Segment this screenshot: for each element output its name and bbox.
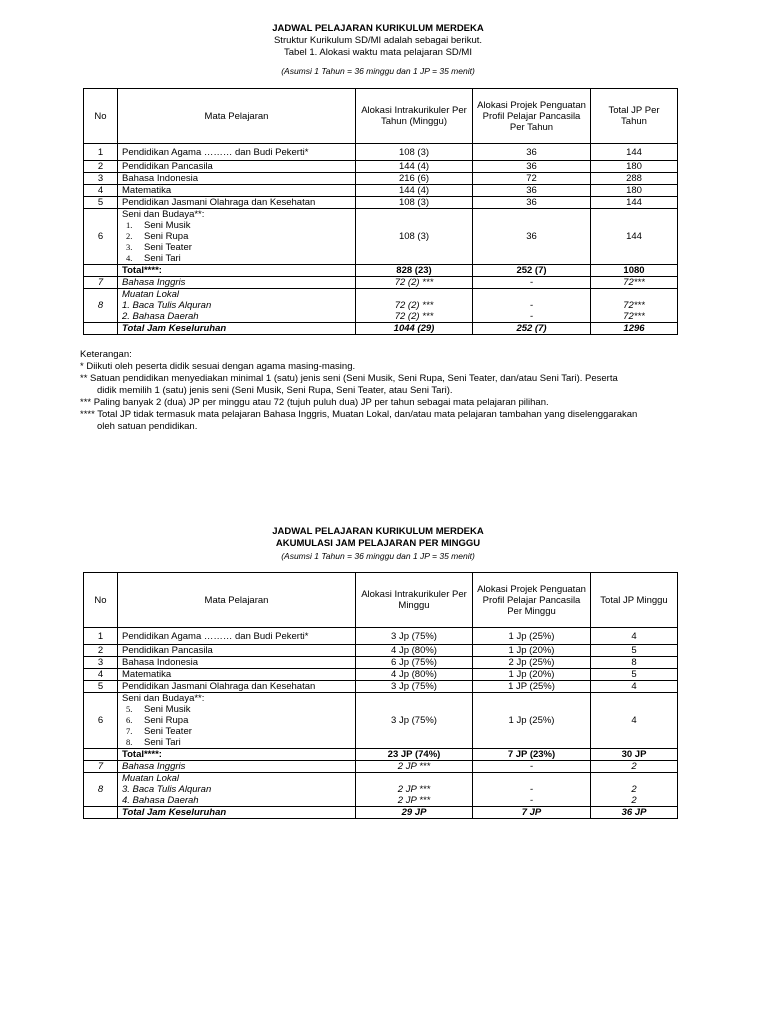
header-total: Total JP Per Tahun — [591, 89, 678, 144]
table-row — [84, 681, 678, 693]
cell-total: 4 — [591, 693, 678, 749]
cell-no: 4 — [84, 669, 118, 681]
cell-intra: 3 Jp (75%) — [356, 628, 473, 645]
mulok-item: 4. Bahasa Daerah — [122, 795, 199, 806]
table-row — [84, 628, 678, 645]
cell-no: 8 — [84, 289, 118, 323]
total-label: Total****: — [118, 265, 356, 277]
table2 — [83, 572, 678, 819]
cell-subject — [118, 693, 356, 749]
cell-subject: Pendidikan Agama ……… dan Budi Pekerti* — [118, 628, 356, 645]
header-subject: Mata Pelajaran — [118, 573, 356, 628]
grand-total-intra: 1044 (29) — [356, 323, 473, 335]
table1-subtitle-2: Tabel 1. Alokasi waktu mata pelajaran SD/MI — [284, 47, 472, 58]
seni-item: 8. Seni Tari — [126, 737, 181, 748]
seni-item: 6. Seni Rupa — [126, 715, 189, 726]
cell-intra: 72 (2) *** 72 (2) *** — [356, 289, 473, 323]
notes-heading: Keterangan: — [80, 349, 132, 360]
mulok-item: 2. Bahasa Daerah — [122, 311, 199, 322]
cell-projek: 2 Jp (25%) — [473, 657, 591, 669]
cell-total: 72*** 72*** — [591, 289, 678, 323]
table-row-mulok — [84, 773, 678, 807]
seni-item: 3. Seni Teater — [126, 242, 192, 253]
table-row-total — [84, 265, 678, 277]
cell-subject: Bahasa Indonesia — [118, 657, 356, 669]
cell-intra: 6 Jp (75%) — [356, 657, 473, 669]
seni-heading: Seni dan Budaya**: — [122, 209, 205, 220]
total-label: Total****: — [118, 749, 356, 761]
cell-projek: - — [473, 761, 591, 773]
cell-projek: 36 — [473, 197, 591, 209]
notes — [80, 349, 676, 433]
cell-total: 144 — [591, 209, 678, 265]
total-projek: 7 JP (23%) — [473, 749, 591, 761]
cell-intra: 144 (4) — [356, 185, 473, 197]
table-row-mulok — [84, 289, 678, 323]
table-row — [84, 185, 678, 197]
table-row — [84, 761, 678, 773]
cell-no: 7 — [84, 761, 118, 773]
seni-item: 1. Seni Musik — [126, 220, 191, 231]
mulok-heading: Muatan Lokal — [122, 773, 180, 784]
header-subject: Mata Pelajaran — [118, 89, 356, 144]
cell-no: 2 — [84, 161, 118, 173]
cell-no: 5 — [84, 197, 118, 209]
grand-total-total: 1296 — [591, 323, 678, 335]
cell-subject: Pendidikan Pancasila — [118, 645, 356, 657]
cell-no: 1 — [84, 628, 118, 645]
cell-total: 4 — [591, 628, 678, 645]
cell-projek: - — [473, 277, 591, 289]
cell-total: 72*** — [591, 277, 678, 289]
cell-total: 288 — [591, 173, 678, 185]
table-header-row — [84, 573, 678, 628]
cell-intra: 4 Jp (80%) — [356, 669, 473, 681]
table-row-seni — [84, 209, 678, 265]
cell-subject: Bahasa Inggris — [118, 761, 356, 773]
cell-projek: - - — [473, 289, 591, 323]
table-row-seni — [84, 693, 678, 749]
table1 — [83, 88, 678, 335]
grand-total-projek: 252 (7) — [473, 323, 591, 335]
table1-title-block — [80, 23, 676, 77]
cell-subject: Matematika — [118, 669, 356, 681]
cell-total: 180 — [591, 161, 678, 173]
cell-no: 6 — [84, 209, 118, 265]
header-intra: Alokasi Intrakurikuler Per Minggu — [356, 573, 473, 628]
cell-no: 8 — [84, 773, 118, 807]
total-intra: 828 (23) — [356, 265, 473, 277]
note-2: ** Satuan pendidikan menyediakan minimal 1 (satu) jenis seni (Seni Musik, Seni Rupa, Seni Teater, dan/atau Seni Tari). Peserta — [80, 373, 618, 384]
mulok-heading: Muatan Lokal — [122, 289, 180, 300]
seni-item: 5. Seni Musik — [126, 704, 191, 715]
cell-projek: 36 — [473, 185, 591, 197]
cell-intra: 2 JP *** — [356, 761, 473, 773]
table-row — [84, 657, 678, 669]
cell-intra: 108 (3) — [356, 197, 473, 209]
cell-subject: Pendidikan Agama ……… dan Budi Pekerti* — [118, 144, 356, 161]
table-row — [84, 144, 678, 161]
table-row — [84, 277, 678, 289]
table1-assumption: (Asumsi 1 Tahun = 36 minggu dan 1 JP = 35 menit) — [281, 66, 475, 76]
grand-total-label: Total Jam Keseluruhan — [118, 807, 356, 819]
table-row-grand-total — [84, 323, 678, 335]
note-1: * Diikuti oleh peserta didik sesuai dengan agama masing-masing. — [80, 361, 356, 372]
cell-projek: 1 Jp (25%) — [473, 628, 591, 645]
cell-total: 144 — [591, 144, 678, 161]
seni-item: 2. Seni Rupa — [126, 231, 189, 242]
table1-title: JADWAL PELAJARAN KURIKULUM MERDEKA — [272, 23, 484, 34]
cell-no: 1 — [84, 144, 118, 161]
cell-no: 6 — [84, 693, 118, 749]
cell-intra: 108 (3) — [356, 209, 473, 265]
cell-intra: 72 (2) *** — [356, 277, 473, 289]
table-row — [84, 173, 678, 185]
note-2-cont: didik memilih 1 (satu) jenis seni (Seni Musik, Seni Rupa, Seni Teater, atau Seni Tari). — [97, 385, 453, 396]
grand-total-intra: 29 JP — [356, 807, 473, 819]
cell-intra: 4 Jp (80%) — [356, 645, 473, 657]
cell-total: 4 — [591, 681, 678, 693]
table2-subtitle: AKUMULASI JAM PELAJARAN PER MINGGU — [275, 538, 481, 549]
cell-no: 7 — [84, 277, 118, 289]
cell-subject — [118, 773, 356, 807]
table-row — [84, 197, 678, 209]
cell-intra: 144 (4) — [356, 161, 473, 173]
cell-projek: - - — [473, 773, 591, 807]
cell-subject — [118, 209, 356, 265]
cell-projek: 1 JP (25%) — [473, 681, 591, 693]
cell-no: 5 — [84, 681, 118, 693]
cell-projek: 72 — [473, 173, 591, 185]
cell-subject: Bahasa Indonesia — [118, 173, 356, 185]
table-row-total — [84, 749, 678, 761]
header-projek: Alokasi Projek Penguatan Profil Pelajar Pancasila Per Tahun — [473, 89, 591, 144]
table-row — [84, 161, 678, 173]
cell-projek: 36 — [473, 209, 591, 265]
table-row-grand-total — [84, 807, 678, 819]
cell-total: 144 — [591, 197, 678, 209]
note-4: **** Total JP tidak termasuk mata pelajaran Bahasa Inggris, Muatan Lokal, dan/atau mata pelajaran tambahan yang diselenggarakan — [80, 409, 638, 420]
cell-subject: Pendidikan Jasmani Olahraga dan Kesehatan — [118, 681, 356, 693]
cell-subject: Bahasa Inggris — [118, 277, 356, 289]
cell-intra: 2 JP *** 2 JP *** — [356, 773, 473, 807]
seni-item: 7. Seni Teater — [126, 726, 192, 737]
table-row — [84, 645, 678, 657]
table2-title: JADWAL PELAJARAN KURIKULUM MERDEKA — [272, 526, 484, 537]
note-3: *** Paling banyak 2 (dua) JP per minggu atau 72 (tujuh puluh dua) JP per tahun sebagai mata pelajaran pilihan. — [80, 397, 549, 408]
cell-projek: 1 Jp (25%) — [473, 693, 591, 749]
cell-intra: 3 Jp (75%) — [356, 693, 473, 749]
total-projek: 252 (7) — [473, 265, 591, 277]
cell-intra: 3 Jp (75%) — [356, 681, 473, 693]
cell-total: 8 — [591, 657, 678, 669]
total-intra: 23 JP (74%) — [356, 749, 473, 761]
cell-subject: Pendidikan Pancasila — [118, 161, 356, 173]
cell-intra: 216 (6) — [356, 173, 473, 185]
cell-subject: Matematika — [118, 185, 356, 197]
grand-total-total: 36 JP — [591, 807, 678, 819]
cell-projek: 1 Jp (20%) — [473, 669, 591, 681]
cell-total: 2 — [591, 761, 678, 773]
cell-subject: Pendidikan Jasmani Olahraga dan Kesehatan — [118, 197, 356, 209]
seni-item: 4. Seni Tari — [126, 253, 181, 264]
note-4-cont: oleh satuan pendidikan. — [97, 421, 198, 432]
cell-total: 2 2 — [591, 773, 678, 807]
table2-title-block — [80, 526, 676, 562]
mulok-item: 3. Baca Tulis Alquran — [122, 784, 212, 795]
cell-projek: 1 Jp (20%) — [473, 645, 591, 657]
header-no: No — [84, 573, 118, 628]
header-total: Total JP Minggu — [591, 573, 678, 628]
cell-no: 3 — [84, 173, 118, 185]
table-header-row — [84, 89, 678, 144]
cell-intra: 108 (3) — [356, 144, 473, 161]
header-projek: Alokasi Projek Penguatan Profil Pelajar Pancasila Per Minggu — [473, 573, 591, 628]
table1-subtitle-1: Struktur Kurikulum SD/MI adalah sebagai berikut. — [273, 35, 483, 46]
cell-total: 5 — [591, 645, 678, 657]
cell-total: 5 — [591, 669, 678, 681]
table-row — [84, 669, 678, 681]
seni-heading: Seni dan Budaya**: — [122, 693, 205, 704]
cell-projek: 36 — [473, 161, 591, 173]
grand-total-label: Total Jam Keseluruhan — [118, 323, 356, 335]
total-total: 1080 — [591, 265, 678, 277]
total-total: 30 JP — [591, 749, 678, 761]
cell-no: 3 — [84, 657, 118, 669]
cell-subject — [118, 289, 356, 323]
table2-assumption: (Asumsi 1 Tahun = 36 minggu dan 1 JP = 35 menit) — [281, 551, 475, 561]
mulok-item: 1. Baca Tulis Alquran — [122, 300, 212, 311]
cell-total: 180 — [591, 185, 678, 197]
cell-no: 2 — [84, 645, 118, 657]
header-no: No — [84, 89, 118, 144]
cell-no: 4 — [84, 185, 118, 197]
header-intra: Alokasi Intrakurikuler Per Tahun (Minggu) — [356, 89, 473, 144]
cell-projek: 36 — [473, 144, 591, 161]
grand-total-projek: 7 JP — [473, 807, 591, 819]
